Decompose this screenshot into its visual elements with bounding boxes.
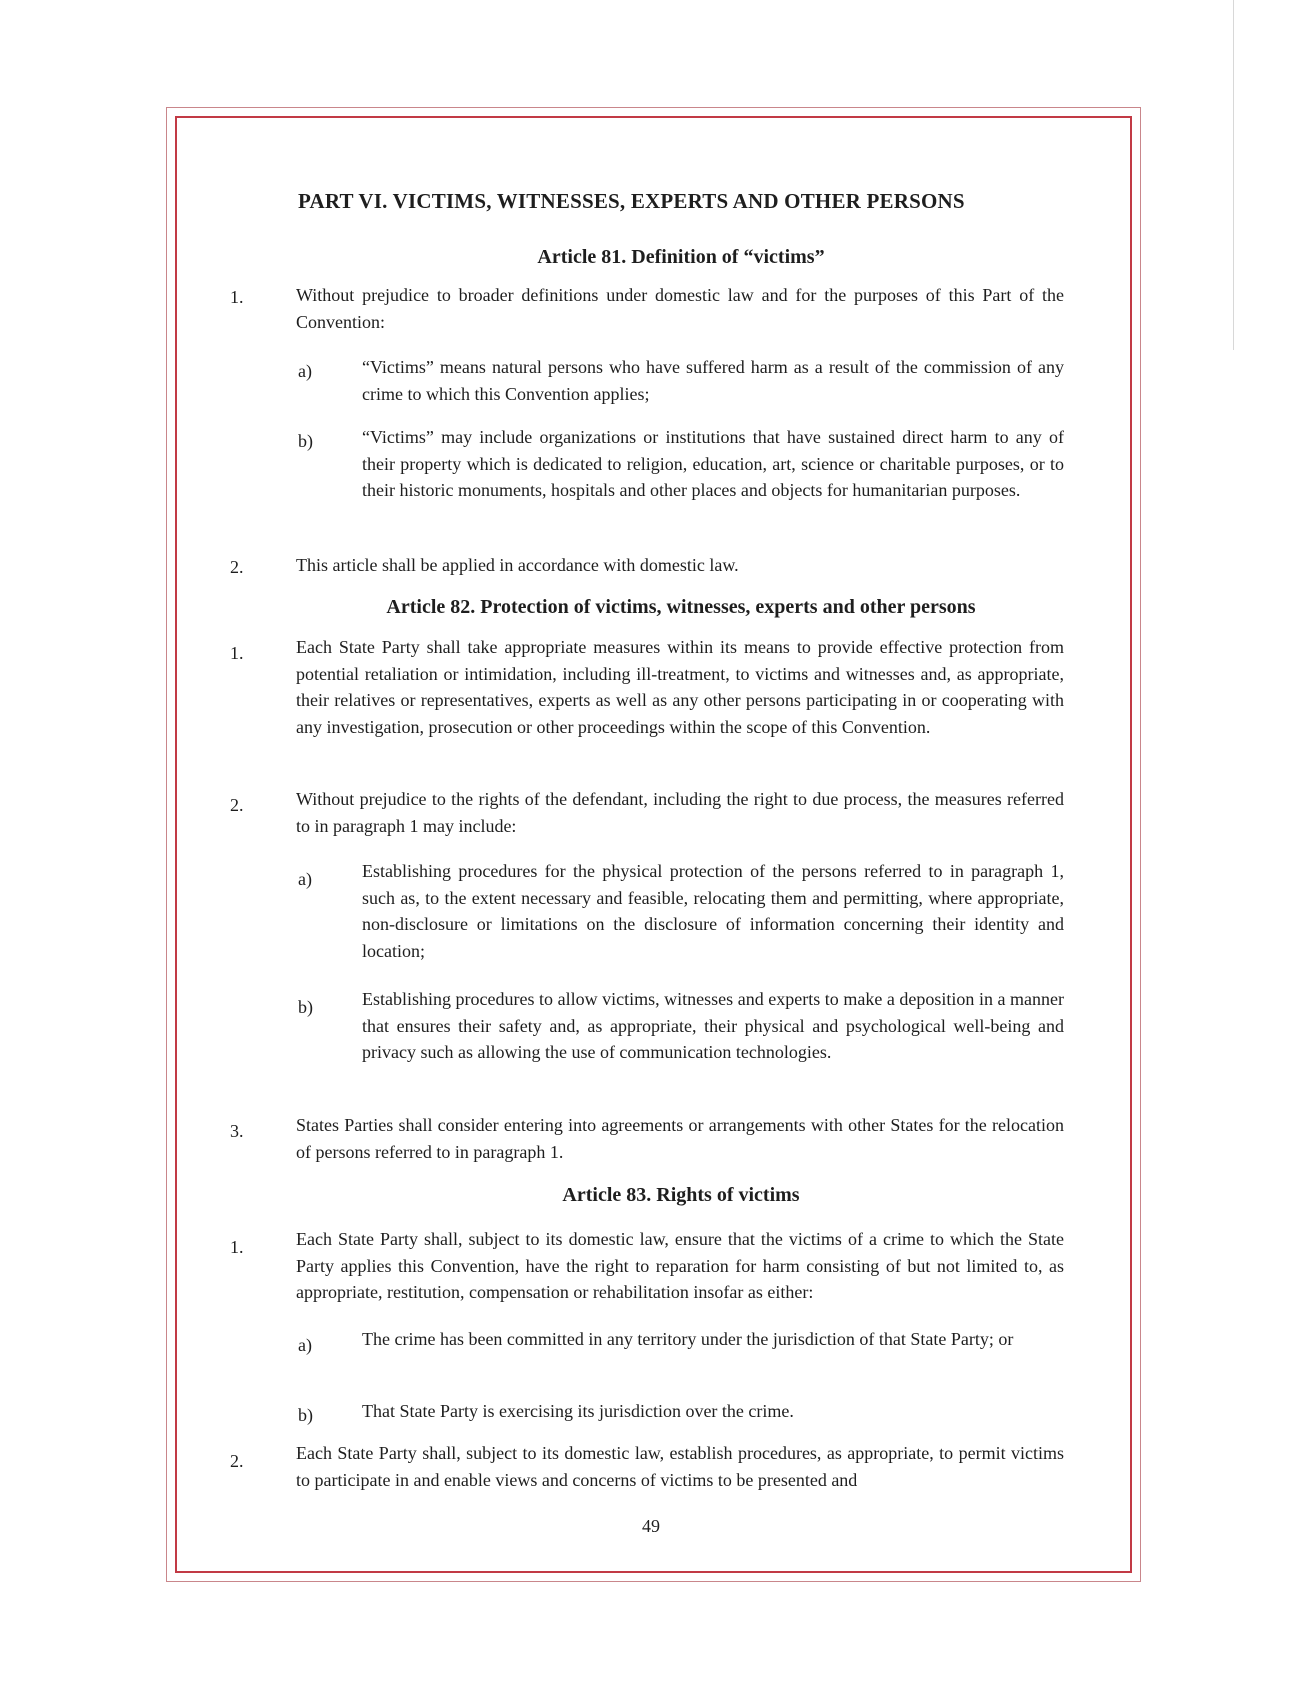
article-83-para-1-item-b-letter: b) — [298, 1405, 313, 1425]
article-83-para-1-item-a-text: The crime has been committed in any territory under the jurisdiction of that State Party; or — [362, 1329, 1014, 1349]
article-83-para-2-number: 2. — [230, 1451, 244, 1471]
article-82-para-2-item-a-letter: a) — [298, 869, 312, 889]
article-82-title: Article 82. Protection of victims, witnesses, experts and other persons — [386, 596, 976, 618]
article-81-para-1-text: Without prejudice to broader definitions under domestic law and for the purposes of this Part of the Convention: — [296, 285, 1064, 332]
article-82-para-2-item-a-text: Establishing procedures for the physical protection of the persons referred to in paragraph 1, such as, to the extent necessary and feasible, relocating them and permitting, where appropriate, non-disclosure or limitations on the disclosure of information concerning their identity and location; — [362, 861, 1064, 961]
article-82-para-2-text: Without prejudice to the rights of the defendant, including the right to due process, the measures referred to in paragraph 1 may include: — [296, 789, 1064, 836]
part-title: PART VI. VICTIMS, WITNESSES, EXPERTS AND OTHER PERSONS — [298, 189, 965, 213]
article-82-para-1-number: 1. — [230, 643, 244, 663]
article-81-para-1-item-b-text: “Victims” may include organizations or institutions that have sustained direct harm to any of their property which is dedicated to religion, education, art, science or charitable purposes, or to their historic monuments, hospitals and other places and objects for humanitarian purposes. — [362, 427, 1064, 500]
article-82-para-2-number: 2. — [230, 795, 244, 815]
article-81-para-1-number: 1. — [230, 287, 244, 307]
article-81-para-1-item-a-text: “Victims” means natural persons who have suffered harm as a result of the commission of any crime to which this Convention applies; — [362, 357, 1064, 404]
page-number: 49 — [642, 1516, 660, 1536]
article-82-para-2-item-b-letter: b) — [298, 997, 313, 1017]
article-81-para-2-number: 2. — [230, 557, 244, 577]
article-82-para-1-text: Each State Party shall take appropriate measures within its means to provide effective protection from potential retaliation or intimidation, including ill-treatment, to victims and witnesses and, as appropriate, their relatives or representatives, experts as well as any other persons participating in or cooperating with any investigation, prosecution or other proceedings within the scope of this Convention. — [296, 637, 1064, 737]
article-83-title: Article 83. Rights of victims — [562, 1184, 800, 1206]
article-83-para-1-number: 1. — [230, 1237, 244, 1257]
article-83-para-1-item-a-letter: a) — [298, 1335, 312, 1355]
article-81-title: Article 81. Definition of “victims” — [537, 246, 825, 268]
article-81-para-1-item-b-letter: b) — [298, 431, 313, 451]
article-83-para-1-text: Each State Party shall, subject to its domestic law, ensure that the victims of a crime to which the State Party applies this Convention, have the right to reparation for harm consisting of but not limited to, as appropriate, restitution, compensation or rehabilitation insofar as either: — [296, 1229, 1064, 1302]
article-82-para-3-number: 3. — [230, 1121, 244, 1141]
article-82-para-2-item-b-text: Establishing procedures to allow victims, witnesses and experts to make a deposition in a manner that ensures their safety and, as appropriate, their physical and psychological well-being and privacy such as allowing the use of communication technologies. — [362, 989, 1064, 1062]
article-81-para-1-item-a-letter: a) — [298, 361, 312, 381]
article-81-para-2-text: This article shall be applied in accordance with domestic law. — [296, 555, 739, 575]
article-83-para-2-text: Each State Party shall, subject to its domestic law, establish procedures, as appropriate, to permit victims to participate in and enable views and concerns of victims to be presented and — [296, 1443, 1064, 1490]
article-82-para-3-text: States Parties shall consider entering into agreements or arrangements with other States for the relocation of persons referred to in paragraph 1. — [296, 1115, 1064, 1162]
article-83-para-1-item-b-text: That State Party is exercising its jurisdiction over the crime. — [362, 1401, 794, 1421]
